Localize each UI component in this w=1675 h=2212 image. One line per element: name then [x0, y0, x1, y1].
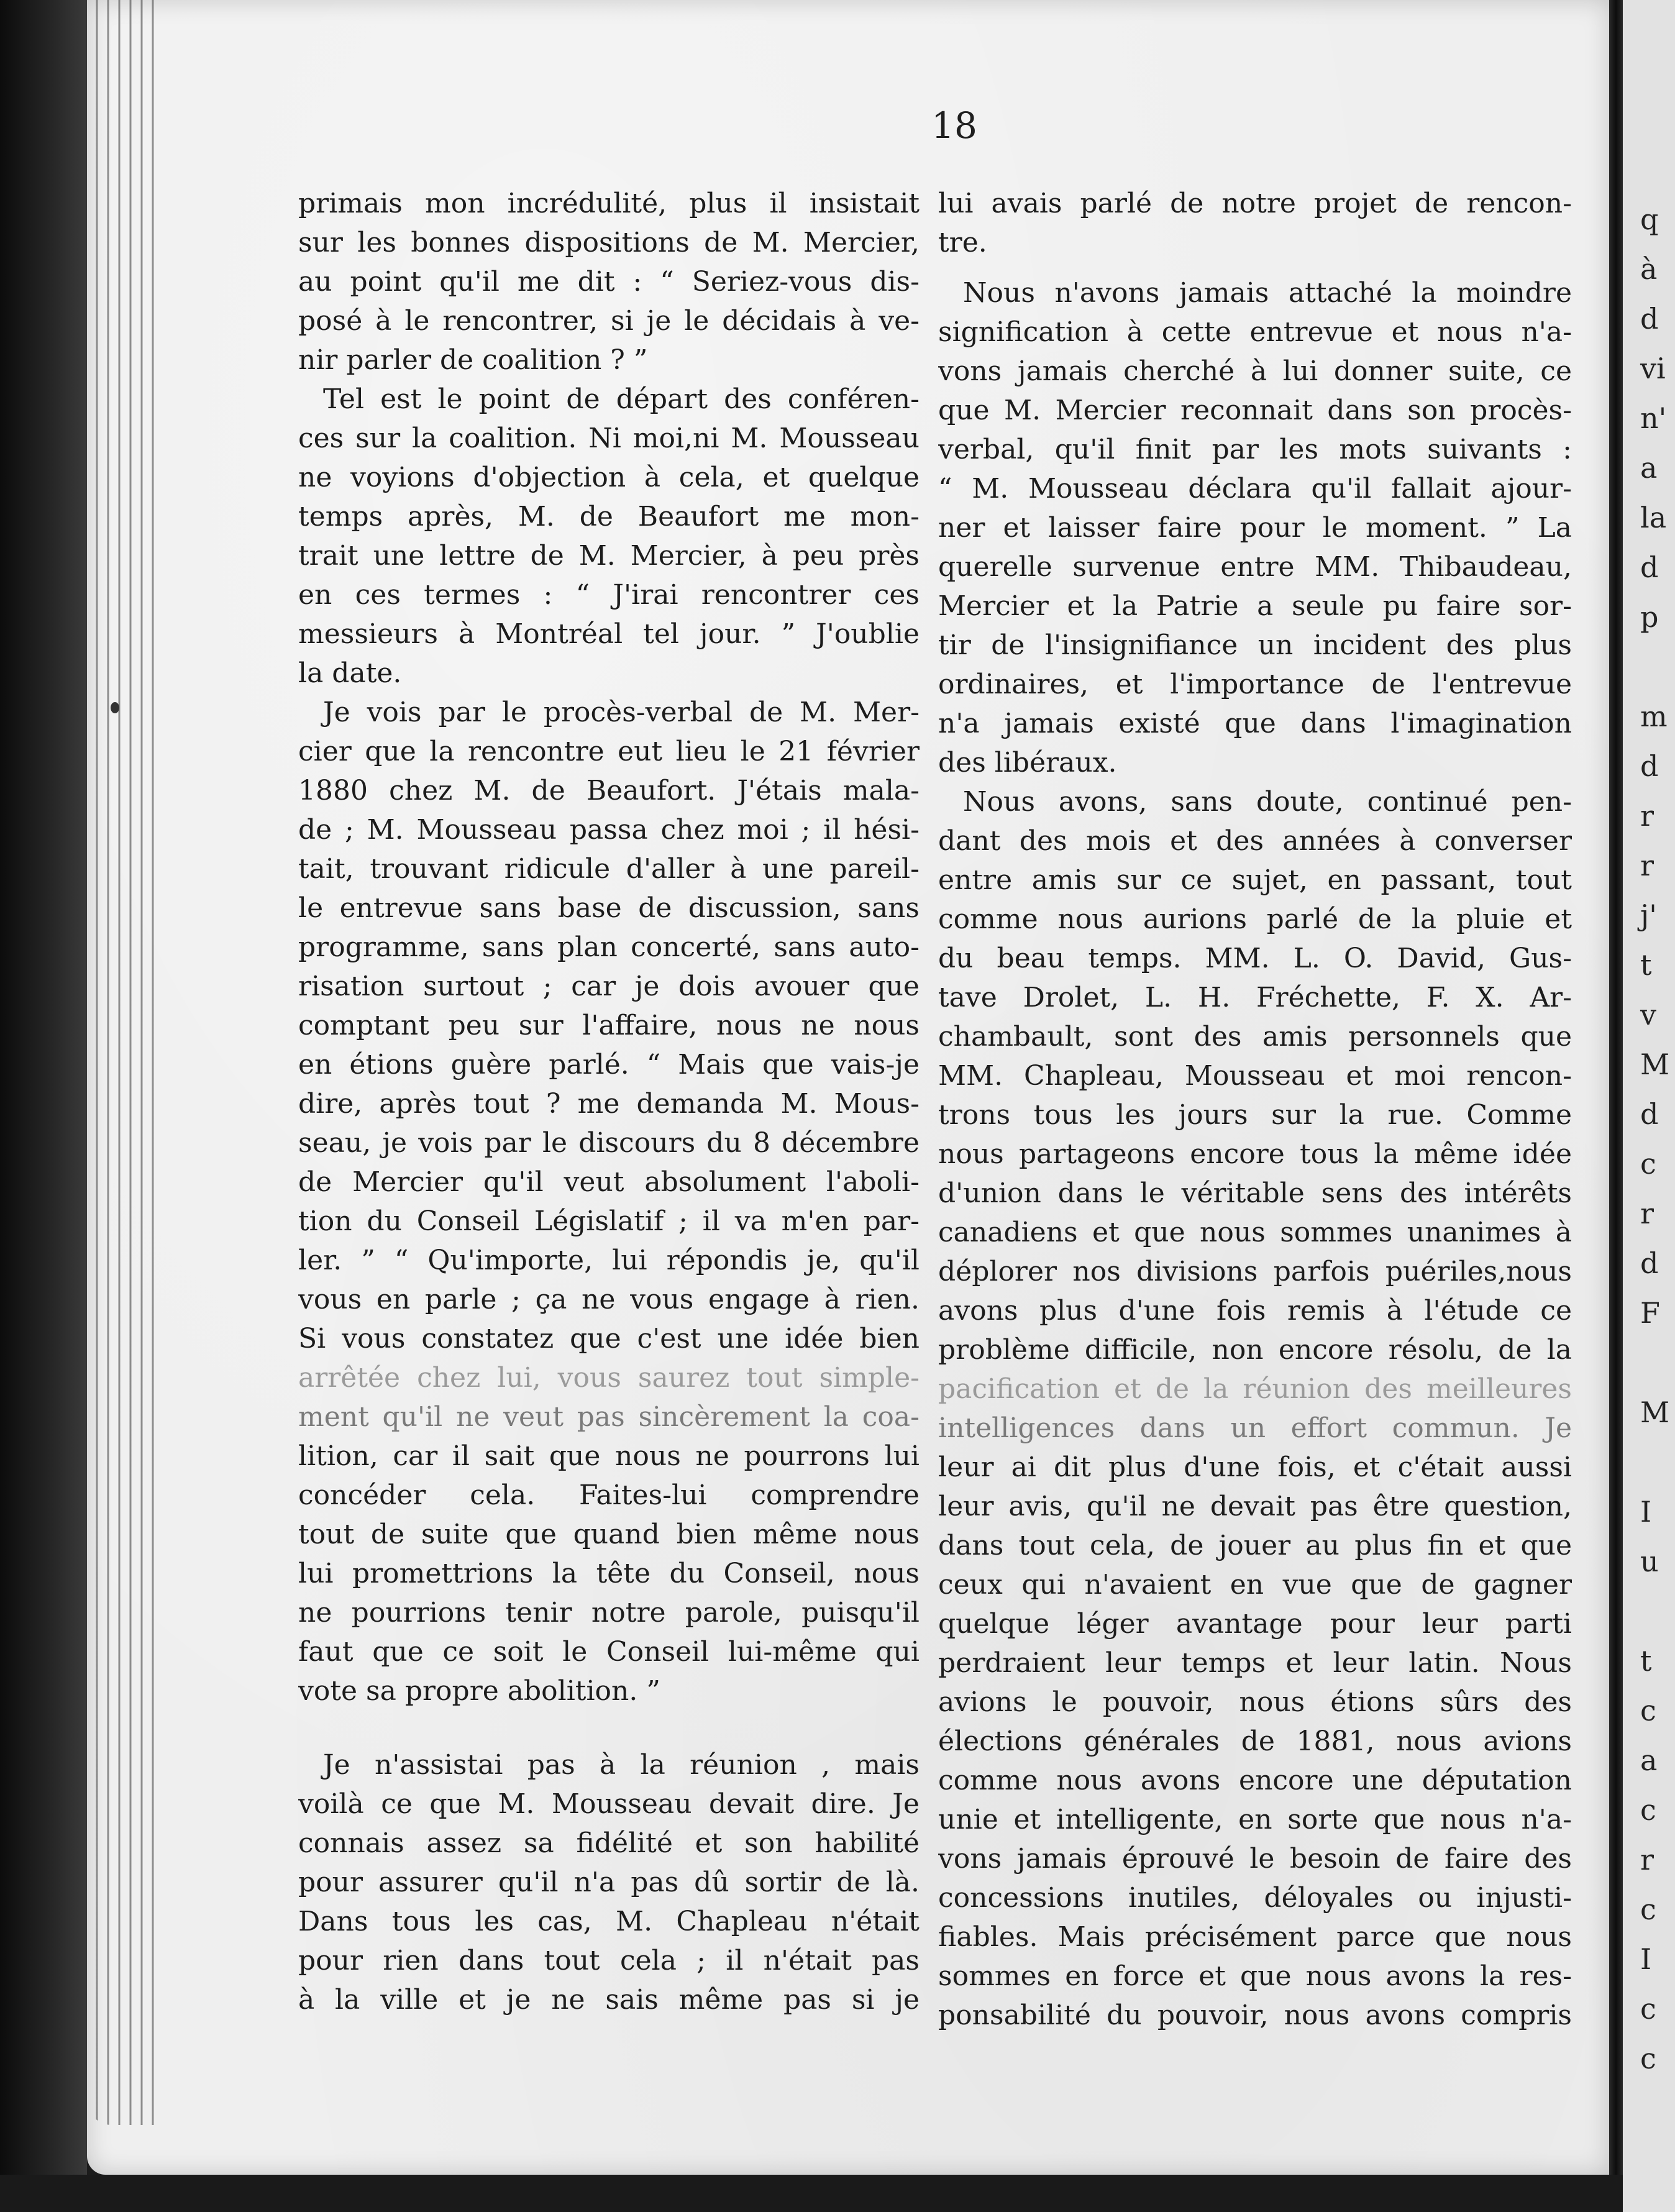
- text-line: quelque léger avantage pour leur parti: [938, 1608, 1572, 1640]
- text-line: tait, trouvant ridicule d'aller à une pareil-: [298, 853, 920, 885]
- text-line: “ M. Mousseau déclara qu'il fallait ajour-: [938, 473, 1572, 505]
- text-line: pour rien dans tout cela ; il n'était pas: [298, 1945, 920, 1977]
- text-line: avons plus d'une fois remis à l'étude ce: [938, 1295, 1572, 1327]
- text-line: fiables. Mais précisément parce que nous: [938, 1921, 1572, 1953]
- text-line: faut que ce soit le Conseil lui-même qui: [298, 1636, 920, 1668]
- facing-page-fragment: c: [1640, 1147, 1656, 1181]
- text-line: trait une lettre de M. Mercier, à peu près: [298, 540, 920, 572]
- facing-page-fragment: c: [1640, 1793, 1656, 1827]
- text-line: déplorer nos divisions parfois puériles,nous: [938, 1256, 1572, 1287]
- text-line: en étions guère parlé. “ Mais que vais-je: [298, 1049, 920, 1081]
- facing-page-fragment: d: [1640, 302, 1659, 336]
- text-line: Nous n'avons jamais attaché la moindre: [963, 277, 1572, 309]
- right-text-column: [938, 184, 1572, 2035]
- text-line: du beau temps. MM. L. O. David, Gus-: [938, 943, 1572, 974]
- facing-page-fragment: r: [1640, 799, 1654, 833]
- text-line: leur ai dit plus d'une fois, et c'était aussi: [938, 1451, 1572, 1483]
- facing-page-fragment: c: [1640, 2042, 1656, 2075]
- text-line: leur avis, qu'il ne devait pas être question,: [938, 1491, 1572, 1522]
- text-line: voilà ce que M. Mousseau devait dire. Je: [298, 1788, 920, 1820]
- text-line: seau, je vois par le discours du 8 décembre: [298, 1127, 920, 1159]
- facing-page-fragment: r: [1640, 849, 1654, 882]
- book-gutter: [1609, 0, 1623, 2212]
- text-line: en ces termes : “ J'irai rencontrer ces: [298, 579, 920, 611]
- facing-page-fragment: r: [1640, 1197, 1654, 1230]
- facing-page-fragment: a: [1640, 1744, 1658, 1777]
- text-line: ces sur la coalition. Ni moi,ni M. Mousseau: [298, 423, 920, 454]
- text-line: vote sa propre abolition. ”: [298, 1675, 660, 1707]
- facing-page-fragment: I: [1640, 1495, 1652, 1529]
- text-line: unie et intelligente, en sorte que nous n'a-: [938, 1804, 1572, 1835]
- text-line: intelligences dans un effort commun. Je: [938, 1412, 1572, 1444]
- text-line: lui avais parlé de notre projet de rencon-: [938, 188, 1572, 219]
- text-line: n'a jamais existé que dans l'imagination: [938, 708, 1572, 739]
- text-line: comptant peu sur l'affaire, nous ne nous: [298, 1010, 920, 1041]
- text-line: le entrevue sans base de discussion, sans: [298, 892, 920, 924]
- facing-page-fragment: a: [1640, 451, 1658, 485]
- text-line: concéder cela. Faites-lui comprendre: [298, 1479, 920, 1511]
- text-line: temps après, M. de Beaufort me mon-: [298, 501, 920, 532]
- text-line: tir de l'insignifiance un incident des plus: [938, 629, 1572, 661]
- text-line: avions le pouvoir, nous étions sûrs des: [938, 1686, 1572, 1718]
- facing-page-fragment: u: [1640, 1545, 1659, 1578]
- text-line: ceux qui n'avaient en vue que de gagner: [938, 1569, 1572, 1601]
- text-line: tave Drolet, L. H. Fréchette, F. X. Ar-: [938, 982, 1572, 1013]
- text-line: signification à cette entrevue et nous n'a-: [938, 316, 1572, 348]
- text-line: des libéraux.: [938, 747, 1117, 779]
- text-line: sur les bonnes dispositions de M. Mercier,: [298, 227, 920, 258]
- text-line: que M. Mercier reconnait dans son procès-: [938, 395, 1572, 426]
- text-line: lition, car il sait que nous ne pourrons lui: [298, 1440, 920, 1472]
- text-line: tre.: [938, 227, 987, 258]
- text-line: messieurs à Montréal tel jour. ” J'oublie: [298, 618, 920, 650]
- text-line: MM. Chapleau, Mousseau et moi rencon-: [938, 1060, 1572, 1092]
- text-line: nir parler de coalition ? ”: [298, 344, 648, 376]
- text-line: dire, après tout ? me demanda M. Mous-: [298, 1088, 920, 1120]
- facing-page-fragment: I: [1640, 1942, 1652, 1976]
- text-line: cier que la rencontre eut lieu le 21 février: [298, 736, 920, 767]
- text-line: tout de suite que quand bien même nous: [298, 1519, 920, 1550]
- text-line: arrêtée chez lui, vous saurez tout simple-: [298, 1362, 920, 1394]
- text-line: Je n'assistai pas à la réunion , mais: [323, 1749, 920, 1781]
- text-line: comme nous avons encore une députation: [938, 1765, 1572, 1796]
- text-line: tion du Conseil Législatif ; il va m'en par-: [298, 1205, 920, 1237]
- facing-page-fragment: j': [1640, 898, 1657, 932]
- text-line: verbal, qu'il finit par les mots suivants :: [938, 434, 1572, 465]
- scan-bottom-border: [0, 2175, 1623, 2212]
- text-line: posé à le rencontrer, si je le décidais à ve-: [298, 305, 920, 337]
- text-line: pacification et de la réunion des meilleures: [938, 1373, 1572, 1405]
- text-line: nous partageons encore tous la même idée: [938, 1138, 1572, 1170]
- text-line: Si vous constatez que c'est une idée bien: [298, 1323, 920, 1355]
- book-binding-left: [0, 0, 87, 2212]
- text-line: vons jamais éprouvé le besoin de faire des: [938, 1843, 1572, 1875]
- text-line: primais mon incrédulité, plus il insistait: [298, 188, 920, 219]
- text-line: ment qu'il ne veut pas sincèrement la coa-: [298, 1401, 920, 1433]
- facing-page-fragment: la: [1640, 501, 1667, 534]
- facing-page-fragment: vi: [1640, 352, 1666, 385]
- text-line: querelle survenue entre MM. Thibaudeau,: [938, 551, 1572, 583]
- text-line: élections générales de 1881, nous avions: [938, 1725, 1572, 1757]
- text-line: de ; M. Mousseau passa chez moi ; il hési-: [298, 814, 920, 846]
- text-line: canadiens et que nous sommes unanimes à: [938, 1217, 1572, 1248]
- text-line: trons tous les jours sur la rue. Comme: [938, 1099, 1572, 1131]
- text-line: Tel est le point de départ des conféren-: [323, 383, 920, 415]
- facing-page-fragment: d: [1640, 551, 1659, 584]
- text-line: 1880 chez M. de Beaufort. J'étais mala-: [298, 775, 920, 807]
- facing-page-fragment: à: [1640, 252, 1658, 286]
- facing-page-fragment: q: [1640, 203, 1659, 236]
- text-line: ordinaires, et l'importance de l'entrevue: [938, 669, 1572, 700]
- text-line: perdraient leur temps et leur latin. Nous: [938, 1647, 1572, 1679]
- text-line: Nous avons, sans doute, continué pen-: [963, 786, 1572, 818]
- facing-page-fragment: d: [1640, 1097, 1659, 1131]
- page-number: 18: [931, 104, 977, 147]
- paragraph-gap: [938, 262, 1572, 273]
- text-line: ne voyions d'objection à cela, et quelque: [298, 462, 920, 493]
- facing-page-edge: [1623, 0, 1675, 2212]
- text-line: de Mercier qu'il veut absolument l'aboli-: [298, 1166, 920, 1198]
- facing-page-fragment: c: [1640, 1893, 1656, 1926]
- text-line: entre amis sur ce sujet, en passant, tout: [938, 864, 1572, 896]
- facing-page-fragment: d: [1640, 1246, 1659, 1280]
- facing-page-fragment: c: [1640, 1992, 1656, 2026]
- text-line: chambault, sont des amis personnels que: [938, 1021, 1572, 1053]
- facing-page-fragment: M: [1640, 1396, 1670, 1429]
- text-line: vons jamais cherché à lui donner suite, ce: [938, 355, 1572, 387]
- text-line: connais assez sa fidélité et son habilité: [298, 1827, 920, 1859]
- text-line: dant des mois et des années à converser: [938, 825, 1572, 857]
- facing-page-fragment: v: [1640, 998, 1656, 1031]
- paragraph-gap: [298, 1711, 920, 1745]
- text-line: à la ville et je ne sais même pas si je: [298, 1984, 920, 2016]
- text-line: comme nous aurions parlé de la pluie et: [938, 903, 1572, 935]
- facing-page-fragment: r: [1640, 1843, 1654, 1876]
- facing-page-fragment: t: [1640, 948, 1652, 982]
- text-line: pour assurer qu'il n'a pas dû sortir de là.: [298, 1867, 920, 1898]
- text-line: sommes en force et que nous avons la res-: [938, 1960, 1572, 1992]
- stacked-page-edges: [87, 0, 162, 2125]
- text-line: d'union dans le véritable sens des intérêts: [938, 1177, 1572, 1209]
- text-line: vous en parle ; ça ne vous engage à rien.: [298, 1284, 920, 1315]
- text-line: Dans tous les cas, M. Chapleau n'était: [298, 1906, 920, 1937]
- facing-page-fragment: d: [1640, 749, 1659, 783]
- facing-page-fragment: M: [1640, 1048, 1670, 1081]
- text-line: ne pourrions tenir notre parole, puisqu'il: [298, 1597, 920, 1629]
- text-line: Je vois par le procès-verbal de M. Mer-: [323, 697, 920, 728]
- facing-page-fragment: c: [1640, 1694, 1656, 1727]
- text-line: ler. ” “ Qu'importe, lui répondis je, qu'il: [298, 1245, 920, 1276]
- ink-smudge: [111, 702, 119, 713]
- facing-page-fragment: m: [1640, 700, 1668, 733]
- text-line: ponsabilité du pouvoir, nous avons compris: [938, 1999, 1572, 2031]
- left-text-column: [298, 184, 920, 2019]
- text-line: au point qu'il me dit : “ Seriez-vous dis-: [298, 266, 920, 298]
- text-line: lui promettrions la tête du Conseil, nous: [298, 1558, 920, 1589]
- text-line: dans tout cela, de jouer au plus fin et que: [938, 1530, 1572, 1561]
- facing-page-fragment: t: [1640, 1644, 1652, 1678]
- text-line: problème difficile, non encore résolu, de la: [938, 1334, 1572, 1366]
- text-line: ner et laisser faire pour le moment. ” La: [938, 512, 1572, 544]
- facing-page-fragment: p: [1640, 600, 1659, 634]
- facing-page-fragment: n': [1640, 401, 1667, 435]
- text-line: concessions inutiles, déloyales ou injusti-: [938, 1882, 1572, 1914]
- text-line: risation surtout ; car je dois avouer que: [298, 971, 920, 1002]
- text-line: Mercier et la Patrie a seule pu faire sor-: [938, 590, 1572, 622]
- facing-page-fragment: F: [1640, 1296, 1660, 1330]
- text-line: programme, sans plan concerté, sans auto-: [298, 931, 920, 963]
- text-line: la date.: [298, 657, 402, 689]
